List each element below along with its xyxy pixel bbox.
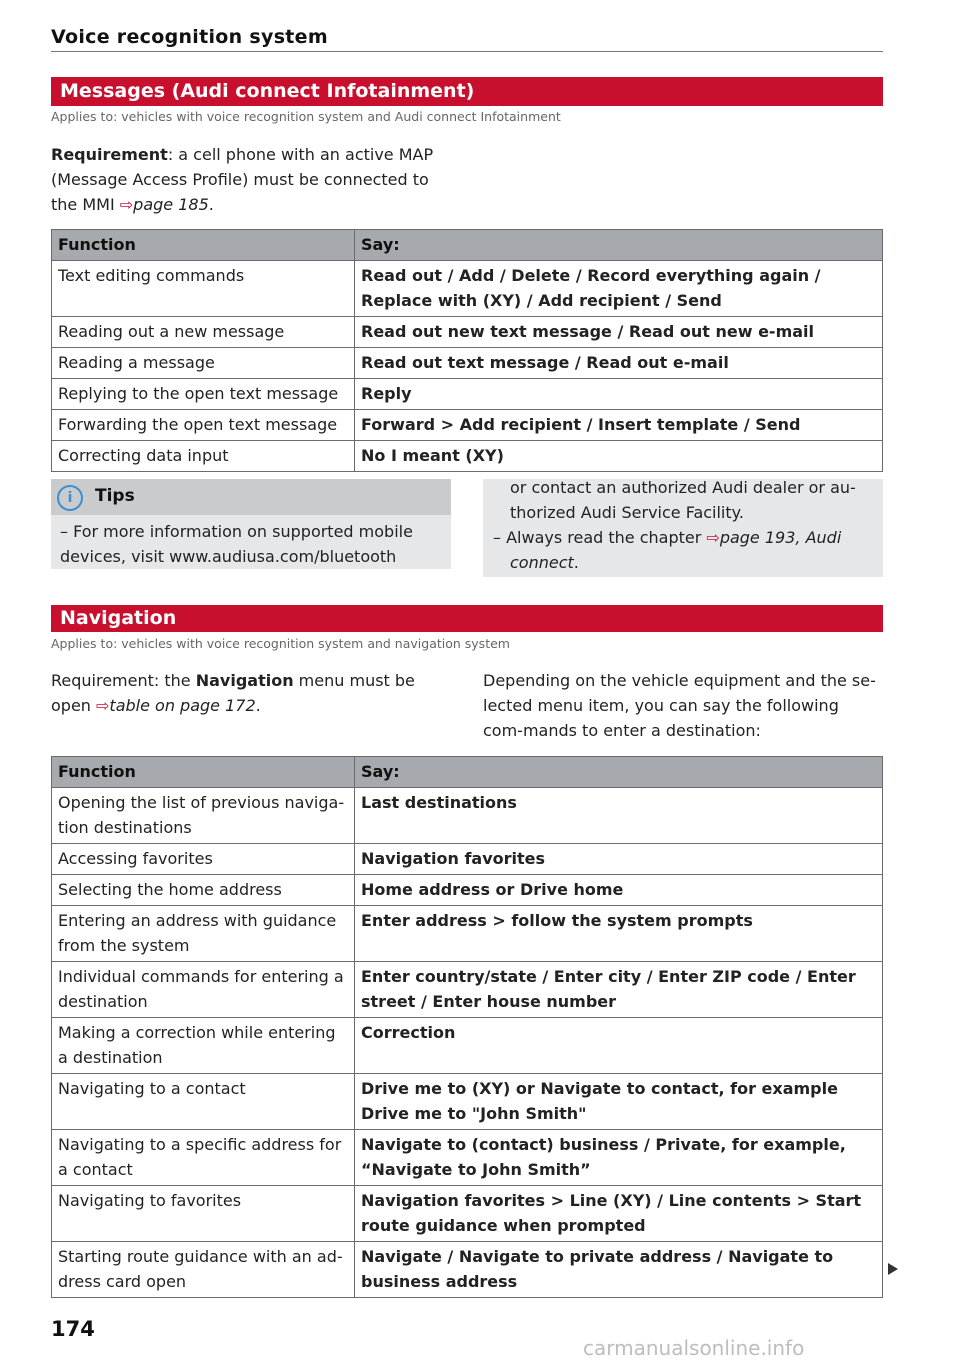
function-cell: Navigating to a contact xyxy=(52,1074,355,1130)
period: . xyxy=(573,553,579,572)
table-row xyxy=(52,844,883,875)
navigation-applies-to: Applies to: vehicles with voice recognition system and navigation system xyxy=(51,636,510,651)
table-row xyxy=(52,1018,883,1074)
table-row xyxy=(52,379,883,410)
navigation-intro: Depending on the vehicle equipment and the se-lected menu item, you can say the following com-mands to enter a destination: xyxy=(483,671,876,740)
function-cell: Starting route guidance with an ad-dress card open xyxy=(52,1242,355,1298)
navigation-commands-table xyxy=(51,756,883,1298)
period: . xyxy=(208,195,214,214)
tips-continuation xyxy=(493,475,878,575)
function-cell: Making a correction while entering a destination xyxy=(52,1018,355,1074)
say-cell: Navigation favorites xyxy=(355,844,883,875)
table-row xyxy=(52,962,883,1018)
say-cell: Last destinations xyxy=(355,788,883,844)
table-row xyxy=(52,1186,883,1242)
table-header-say: Say: xyxy=(355,230,883,261)
tips-cont-text: or contact an authorized Audi dealer or au-thorized Audi Service Facility. xyxy=(510,478,856,522)
say-cell: Home address or Drive home xyxy=(355,875,883,906)
table-row xyxy=(52,906,883,962)
arrow-icon: ⇨ xyxy=(706,528,720,547)
requirement-text: : a cell phone with an active MAP (Message Access Profile) must be connected to the MMI xyxy=(51,145,434,214)
table-header-say: Say: xyxy=(355,757,883,788)
function-cell: Individual commands for entering a destination xyxy=(52,962,355,1018)
navigation-section-banner: Navigation xyxy=(51,605,883,632)
watermark: carmanualsonline.info xyxy=(583,1336,805,1360)
say-cell: Read out / Add / Delete / Record everything again / Replace with (XY) / Add recipient / Send xyxy=(355,261,883,317)
table-row xyxy=(52,1074,883,1130)
navigation-requirement xyxy=(51,668,451,718)
messages-section-banner: Messages (Audi connect Infotainment) xyxy=(51,77,883,106)
say-cell: Forward > Add recipient / Insert template / Send xyxy=(355,410,883,441)
requirement-label: Requirement xyxy=(51,145,168,164)
function-cell: Accessing favorites xyxy=(52,844,355,875)
messages-applies-to: Applies to: vehicles with voice recognition system and Audi connect Infotainment xyxy=(51,109,561,124)
say-cell: Read out new text message / Read out new e-mail xyxy=(355,317,883,348)
function-cell: Forwarding the open text message xyxy=(52,410,355,441)
arrow-icon: ⇨ xyxy=(96,696,110,715)
function-cell: Text editing commands xyxy=(52,261,355,317)
page-number: 174 xyxy=(51,1317,95,1341)
say-cell: No I meant (XY) xyxy=(355,441,883,472)
function-cell: Reading a message xyxy=(52,348,355,379)
tips-item-1: – For more information on supported mobile devices, visit www.audiusa.com/bluetooth xyxy=(60,522,413,566)
requirement-text: menu must be open xyxy=(51,671,415,715)
page-link[interactable]: page 185 xyxy=(133,195,209,214)
requirement-text: Requirement: the xyxy=(51,671,196,690)
say-cell: Read out text message / Read out e-mail xyxy=(355,348,883,379)
function-cell: Opening the list of previous naviga-tion destinations xyxy=(52,788,355,844)
say-cell: Navigate to (contact) business / Private, for example, “Navigate to John Smith” xyxy=(355,1130,883,1186)
say-cell: Reply xyxy=(355,379,883,410)
function-cell: Replying to the open text message xyxy=(52,379,355,410)
table-row xyxy=(52,1130,883,1186)
function-cell: Correcting data input xyxy=(52,441,355,472)
say-cell: Navigation favorites > Line (XY) / Line contents > Start route guidance when prompted xyxy=(355,1186,883,1242)
table-row xyxy=(52,261,883,317)
tips-item-2-text: – Always read the chapter xyxy=(493,528,707,547)
table-header-row xyxy=(52,757,883,788)
table-header-row xyxy=(52,230,883,261)
tips-item-2 xyxy=(493,525,878,575)
say-cell: Enter address > follow the system prompts xyxy=(355,906,883,962)
function-cell: Reading out a new message xyxy=(52,317,355,348)
function-cell: Entering an address with guidance from the system xyxy=(52,906,355,962)
table-row xyxy=(52,788,883,844)
function-cell: Selecting the home address xyxy=(52,875,355,906)
info-icon: i xyxy=(57,485,83,511)
navigation-menu-name: Navigation xyxy=(195,671,294,690)
messages-requirement xyxy=(51,142,451,217)
page-link[interactable]: page 193, Audi connect xyxy=(510,528,842,572)
page-header-title: Voice recognition system xyxy=(51,26,328,48)
arrow-icon: ⇨ xyxy=(119,195,134,214)
table-row xyxy=(52,348,883,379)
table-row xyxy=(52,410,883,441)
page-link[interactable]: table on page 172 xyxy=(109,696,256,715)
continue-arrow-icon xyxy=(888,1263,898,1275)
say-cell: Navigate / Navigate to private address / Navigate to business address xyxy=(355,1242,883,1298)
messages-commands-table xyxy=(51,229,883,472)
say-cell: Correction xyxy=(355,1018,883,1074)
table-row xyxy=(52,441,883,472)
table-row xyxy=(52,317,883,348)
function-cell: Navigating to a specific address for a contact xyxy=(52,1130,355,1186)
say-cell: Enter country/state / Enter city / Enter ZIP code / Enter street / Enter house number xyxy=(355,962,883,1018)
table-header-function: Function xyxy=(52,757,355,788)
tips-title: Tips xyxy=(95,486,135,506)
table-row xyxy=(52,875,883,906)
say-cell: Drive me to (XY) or Navigate to contact, for example Drive me to "John Smith" xyxy=(355,1074,883,1130)
header-rule xyxy=(51,51,883,52)
table-row xyxy=(52,1242,883,1298)
period: . xyxy=(255,696,261,715)
function-cell: Navigating to favorites xyxy=(52,1186,355,1242)
table-header-function: Function xyxy=(52,230,355,261)
